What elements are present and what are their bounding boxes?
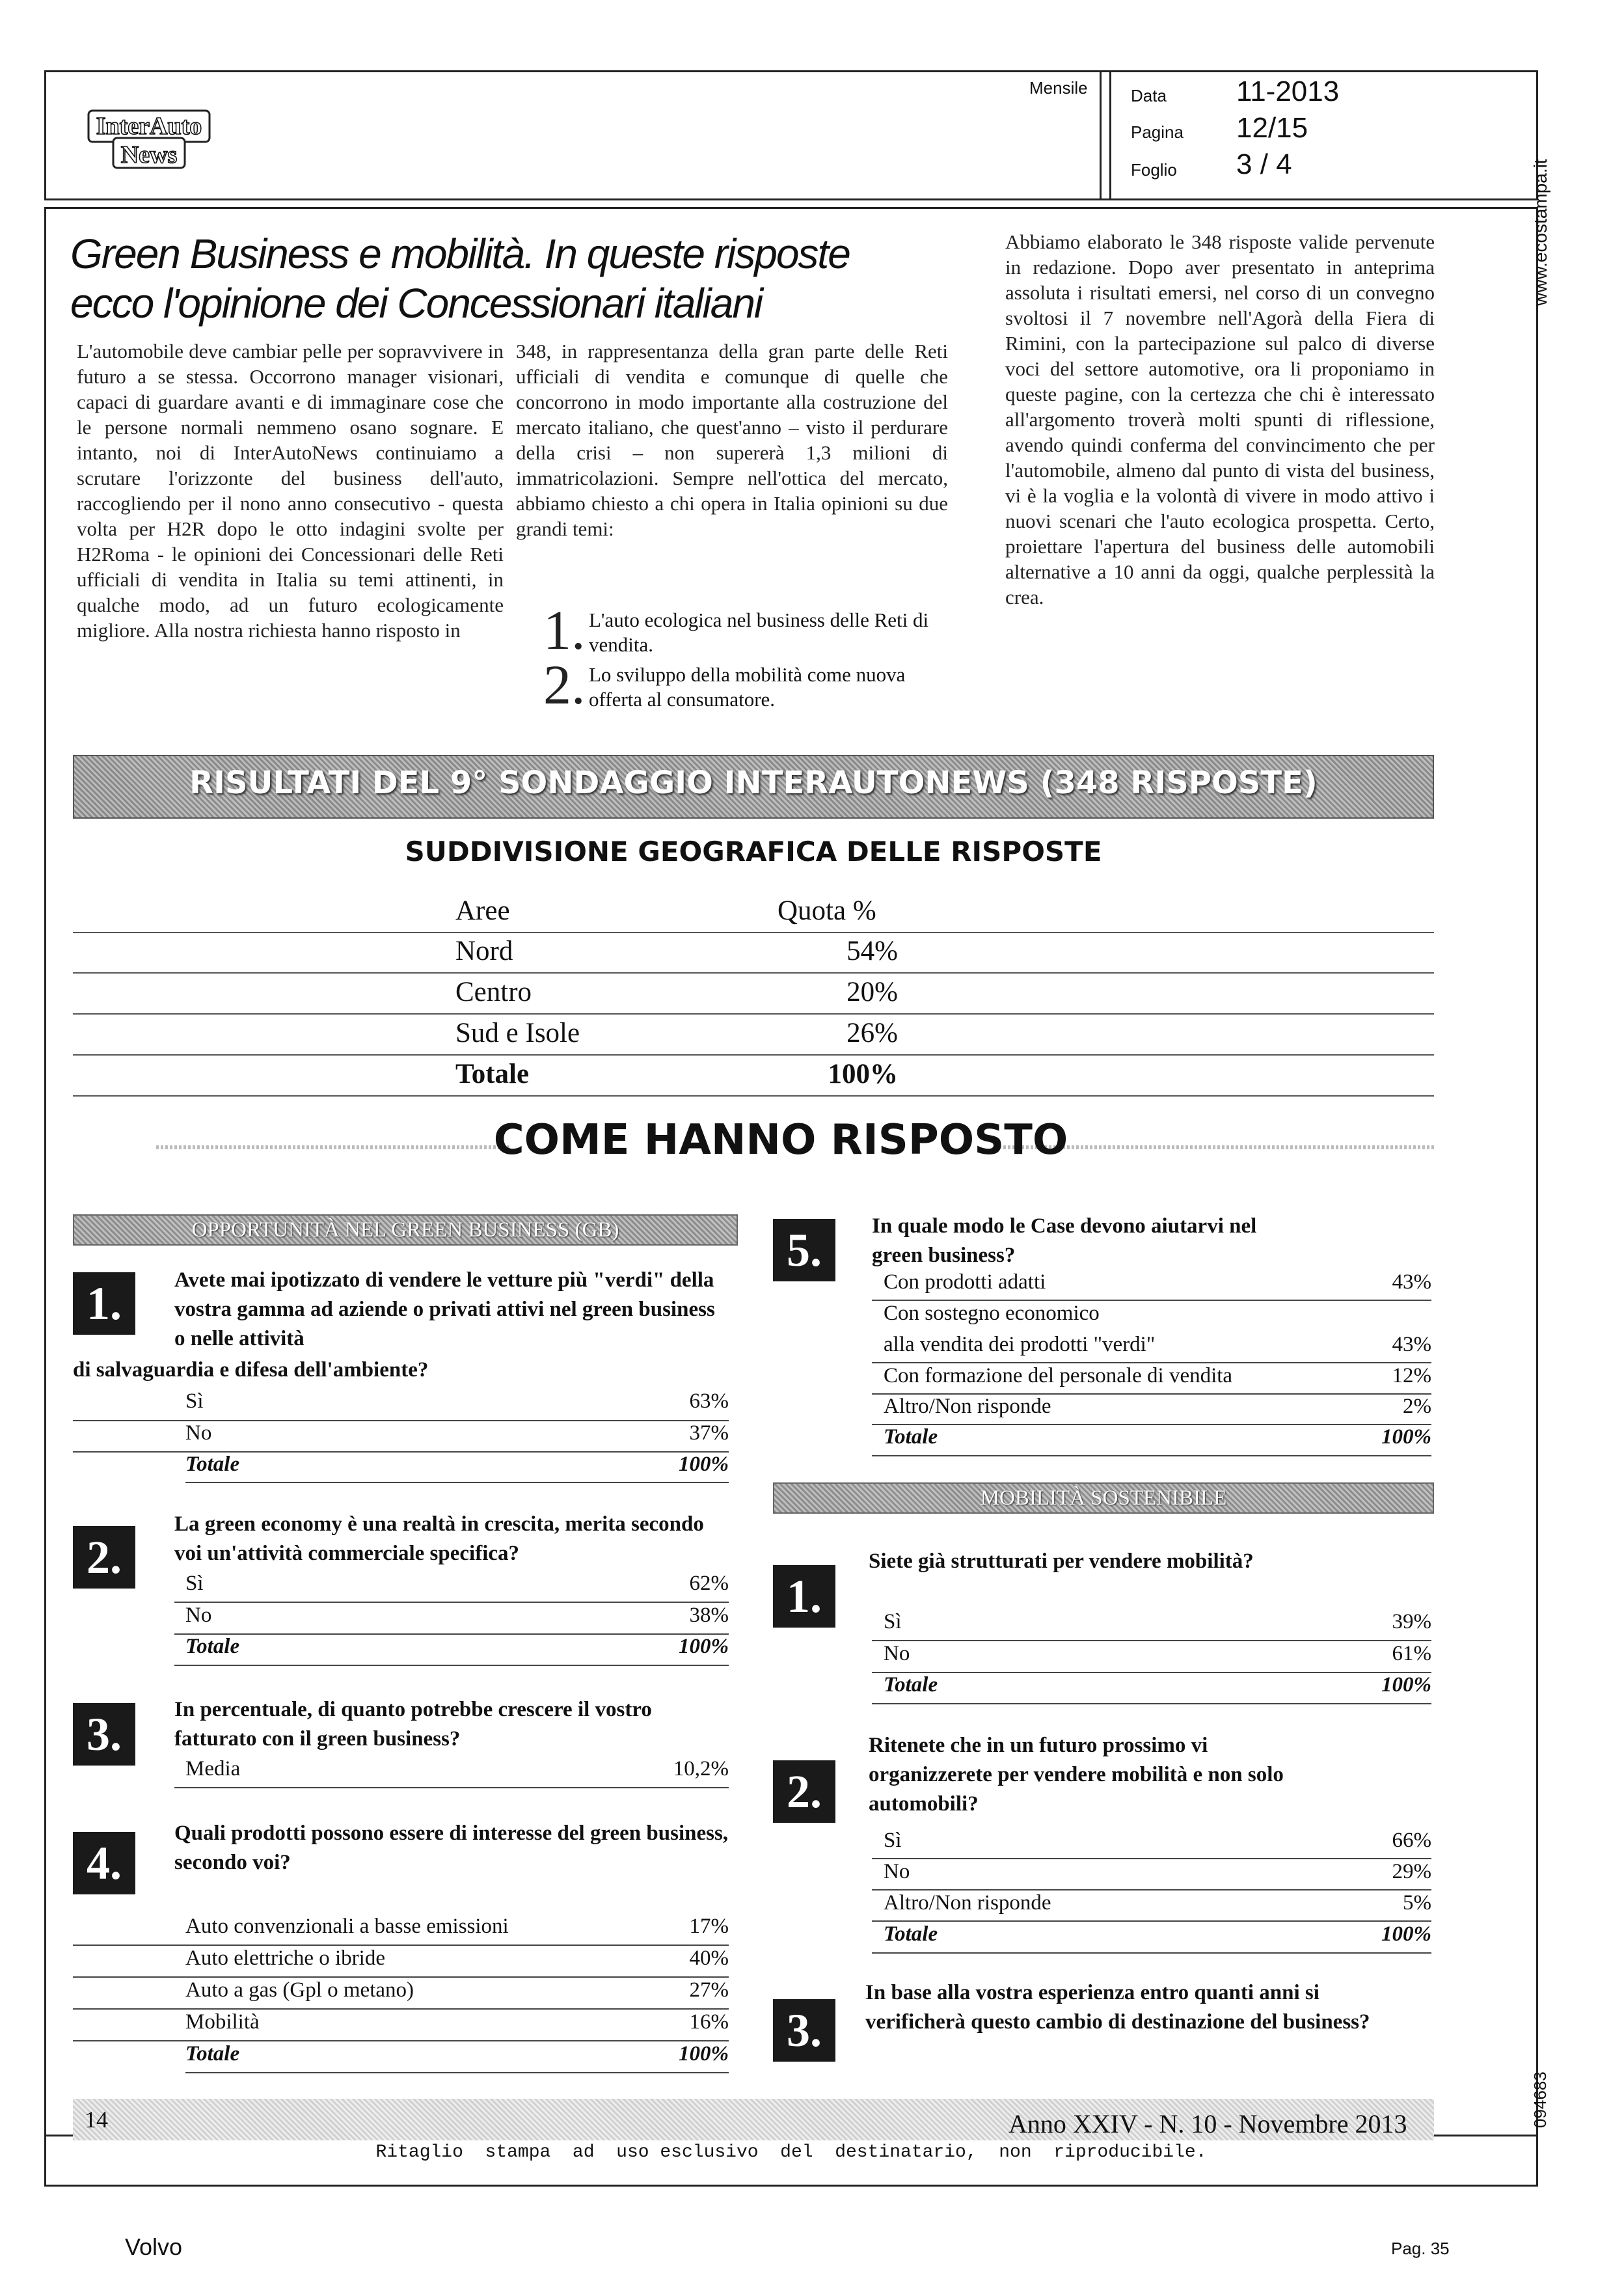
total-value: 100% [679, 2042, 729, 2066]
question-text: Quali prodotti possono essere di interesse del green business, secondo voi? [174, 1822, 729, 1874]
table-rule [73, 2008, 729, 2010]
page-number: 14 [85, 2107, 108, 2133]
table-rule [185, 2072, 729, 2073]
total-value: 100% [1381, 1425, 1431, 1449]
question-number: 2. [73, 1526, 135, 1589]
question-number: 1. [73, 1272, 135, 1335]
answer-value: 63% [689, 1389, 729, 1413]
table-rule [872, 1455, 1431, 1456]
article-headline: Green Business e mobilità. In queste risposte ecco l'opinione dei Concessionari italiani [70, 230, 850, 327]
answer-label: Mobilità [185, 2010, 260, 2034]
answer-label: No [185, 1603, 212, 1627]
frame-border [44, 207, 46, 2187]
total-value: 100% [1381, 1922, 1431, 1946]
answer-label: alla vendita dei prodotti "verdi" [884, 1333, 1156, 1356]
answer-label: No [185, 1421, 212, 1445]
question-text: In quale modo le Case devono aiutarvi nel green business? [872, 1214, 1257, 1267]
answer-value: 5% [1403, 1891, 1431, 1915]
question-text: Avete mai ipotizzato di vendere le vetture più "verdi" della vostra gamma ad aziende o privati attivi nel green business o nelle attività [174, 1268, 715, 1350]
answer-label: Con prodotti adatti [884, 1270, 1046, 1294]
answer-value: 43% [1392, 1333, 1431, 1356]
answer-value: 37% [689, 1421, 729, 1445]
table-rule [872, 1920, 1431, 1922]
total-label: Totale [884, 1425, 938, 1449]
periodicity-label: Mensile [1029, 78, 1088, 98]
table-rule [872, 1889, 1431, 1890]
article-column-3: Abbiamo elaborato le 348 risposte valide pervenute in redazione. Dopo aver presentato in anteprima assoluta i risultati emersi, nel corso di un convegno svoltosi il 7 novembre nell'Agorà della Fiera di Rimini, con la partecipazione sul palco di diverse voci del settore automotive, ora li proponiamo in queste pagine, con la certezza che chi è interessato all'argomento troverà molti spunti di riflessione, avendo quindi conferma del convincimento che per l'automobile, almeno dal punto di vista del business, vi è la voglia e la volontà di vivere in modo attivo i nuovi scenari che l'auto ecologica prospetta. Certo, proiettare l'apertura del business delle automobili alternative a 10 anni da oggi, qualche perplessità la crea. [1005, 230, 1435, 608]
logo-text-top: InterAuto [96, 113, 202, 140]
article-column-1: L'automobile deve cambiar pelle per sopravvivere in futuro a se stessa. Occorrono manager visionari, capaci di guardare avanti e di immaginare cose che le persone normali nemmeno osano sognare. E intanto, noi di InterAutoNews continuiamo a scrutare l'orizzonte del business dell'auto, raccogliendo per il nono anno consecutivo - questa volta per H2R dopo le otto indagini svolte per H2Roma - le opinioni dei Concessionari delle Reti ufficiali di vendita in Italia su temi attinenti, in qualche modo, ad un futuro ecologicamente migliore. Alla nostra richiesta hanno risposto in [77, 340, 504, 642]
clipping-code: 094683 [1530, 2071, 1550, 2128]
geo-area: Centro [455, 977, 532, 1007]
answer-label: No [884, 1860, 910, 1883]
question-text: La green economy è una realtà in crescita, merita secondo voi un'attività commerciale specifica? [174, 1512, 704, 1565]
table-rule [73, 1945, 729, 1946]
question-text: Siete già strutturati per vendere mobilità? [869, 1549, 1254, 1573]
theme-item [543, 653, 960, 717]
answer-label: No [884, 1642, 910, 1665]
question-number: 3. [73, 1703, 135, 1766]
theme-item [543, 599, 960, 662]
answer-value: 2% [1403, 1395, 1431, 1418]
foglio-value: 3 / 4 [1236, 148, 1292, 180]
geo-total-label: Totale [455, 1059, 530, 1089]
table-rule [872, 1362, 1431, 1363]
geo-header-quota: Quota % [778, 895, 876, 926]
total-label: Totale [185, 1635, 240, 1658]
answer-label: Altro/Non risponde [884, 1891, 1051, 1915]
question-text-continued: di salvaguardia e difesa dell'ambiente? [73, 1358, 429, 1382]
header-divider [1100, 70, 1102, 200]
total-label: Totale [884, 1922, 938, 1946]
foglio-label: Foglio [1131, 160, 1177, 180]
table-rule [73, 1054, 1434, 1056]
document-page: Pag. 35 [1391, 2239, 1450, 2258]
question-number: 4. [73, 1832, 135, 1894]
answer-value: 66% [1392, 1829, 1431, 1852]
table-rule [185, 1482, 729, 1483]
answer-value: 29% [1392, 1860, 1431, 1883]
answer-value: 12% [1392, 1364, 1431, 1387]
table-rule [73, 1095, 1434, 1097]
answer-label: Auto convenzionali a basse emissioni [185, 1915, 509, 1938]
table-rule [73, 1013, 1434, 1015]
answer-value: 39% [1392, 1610, 1431, 1633]
table-rule [872, 1300, 1431, 1301]
geo-area: Nord [455, 936, 513, 966]
total-value: 100% [679, 1635, 729, 1658]
answer-label: Media [185, 1757, 241, 1781]
answer-value: 40% [689, 1946, 729, 1970]
answer-value: 10,2% [673, 1757, 729, 1781]
table-rule [73, 932, 1434, 933]
theme-text: L'auto ecologica nel business delle Reti di vendita. [589, 608, 929, 656]
question-text: In percentuale, di quanto potrebbe crescere il vostro fatturato con il green business? [174, 1698, 652, 1751]
pagina-label: Pagina [1131, 122, 1184, 142]
question-number: 2. [773, 1760, 835, 1823]
total-label: Totale [185, 1453, 240, 1476]
answer-value: 16% [689, 2010, 729, 2034]
responses-section-title: COME HANNO RISPOSTO [493, 1116, 1068, 1164]
answer-value: 38% [689, 1603, 729, 1627]
table-rule [73, 1976, 729, 1978]
issue-info: Anno XXIV - N. 10 - Novembre 2013 [1008, 2109, 1407, 2138]
data-label: Data [1131, 86, 1167, 105]
client-name: Volvo [125, 2233, 183, 2260]
total-label: Totale [884, 1673, 938, 1697]
answer-label: Con formazione del personale di vendita [884, 1364, 1233, 1387]
table-rule [73, 2040, 729, 2041]
table-rule [872, 1703, 1431, 1704]
table-rule [872, 1952, 1431, 1954]
table-rule [174, 1665, 729, 1666]
answer-value: 17% [689, 1915, 729, 1938]
geo-table-title: SUDDIVISIONE GEOGRAFICA DELLE RISPOSTE [405, 836, 1102, 867]
answer-label: Auto a gas (Gpl o metano) [185, 1978, 414, 2002]
question-number: 3. [773, 1999, 835, 2062]
frame-border [44, 207, 1538, 209]
total-value: 100% [1381, 1673, 1431, 1697]
answer-label: Sì [884, 1829, 902, 1852]
answer-value: 61% [1392, 1642, 1431, 1665]
clipping-notice: Ritaglio stampa ad uso esclusivo del destinatario, non riproducibile. [375, 2142, 1207, 2163]
table-rule [872, 1640, 1431, 1641]
table-rule [73, 972, 1434, 974]
total-value: 100% [679, 1453, 729, 1476]
ms-section-header: MOBILITÀ SOSTENIBILE [773, 1482, 1434, 1514]
answer-label: Sì [884, 1610, 902, 1633]
geo-quota: 54% [846, 936, 898, 966]
geo-total-value: 100% [828, 1059, 898, 1089]
question-text: Ritenete che in un futuro prossimo vi organizzerete per vendere mobilità e non solo automobili? [869, 1734, 1284, 1816]
logo-text-bottom: News [120, 141, 178, 169]
data-value: 11-2013 [1236, 75, 1340, 107]
answer-value: 27% [689, 1978, 729, 2002]
theme-text: Lo sviluppo della mobilità come nuova offerta al consumatore. [589, 663, 906, 711]
gb-section-header: OPPORTUNITÀ NEL GREEN BUSINESS (GB) [73, 1214, 738, 1246]
geo-area: Sud e Isole [455, 1018, 580, 1048]
answer-label: Altro/Non risponde [884, 1395, 1051, 1418]
table-rule [174, 1602, 729, 1603]
answer-label: Auto elettriche o ibride [185, 1946, 385, 1970]
theme-number: 1. [543, 599, 586, 661]
frame-border [44, 2185, 1538, 2187]
total-label: Totale [185, 2042, 240, 2066]
source-website: www.ecostampa.it [1530, 159, 1550, 306]
theme-number: 2. [543, 653, 586, 716]
header-divider [1109, 70, 1111, 200]
answer-label: Sì [185, 1389, 204, 1413]
table-rule [872, 1858, 1431, 1859]
question-number: 5. [773, 1219, 835, 1281]
question-number: 1. [773, 1565, 835, 1628]
geo-quota: 26% [846, 1018, 898, 1048]
table-rule [174, 1787, 729, 1788]
frame-border [1536, 207, 1538, 2187]
question-text: In base alla vostra esperienza entro quanti anni si verificherà questo cambio di destinazione del business? [865, 1981, 1370, 2034]
answer-value: 62% [689, 1572, 729, 1595]
magazine-logo [87, 109, 211, 169]
answer-label: Sì [185, 1572, 204, 1595]
article-column-2: 348, in rappresentanza della gran parte delle Reti ufficiali di vendita e comunque di quelle che concorrono in modo importante alla costruzione del mercato italiano, che quest'anno – visto il perdurare della crisi – non supererà 1,3 milioni di immatricolazioni. Sempre nell'ottica del mercato, abbiamo chiesto a chi opera in Italia opinioni su due grandi temi: [516, 340, 948, 540]
geo-quota: 20% [846, 977, 898, 1007]
pagina-value: 12/15 [1236, 112, 1308, 144]
geo-header-area: Aree [455, 895, 510, 926]
answer-value: 43% [1392, 1270, 1431, 1294]
answer-label: Con sostegno economico [884, 1302, 1100, 1325]
results-banner-title: RISULTATI DEL 9° SONDAGGIO INTERAUTONEWS (348 RISPOSTE) [189, 765, 1318, 801]
